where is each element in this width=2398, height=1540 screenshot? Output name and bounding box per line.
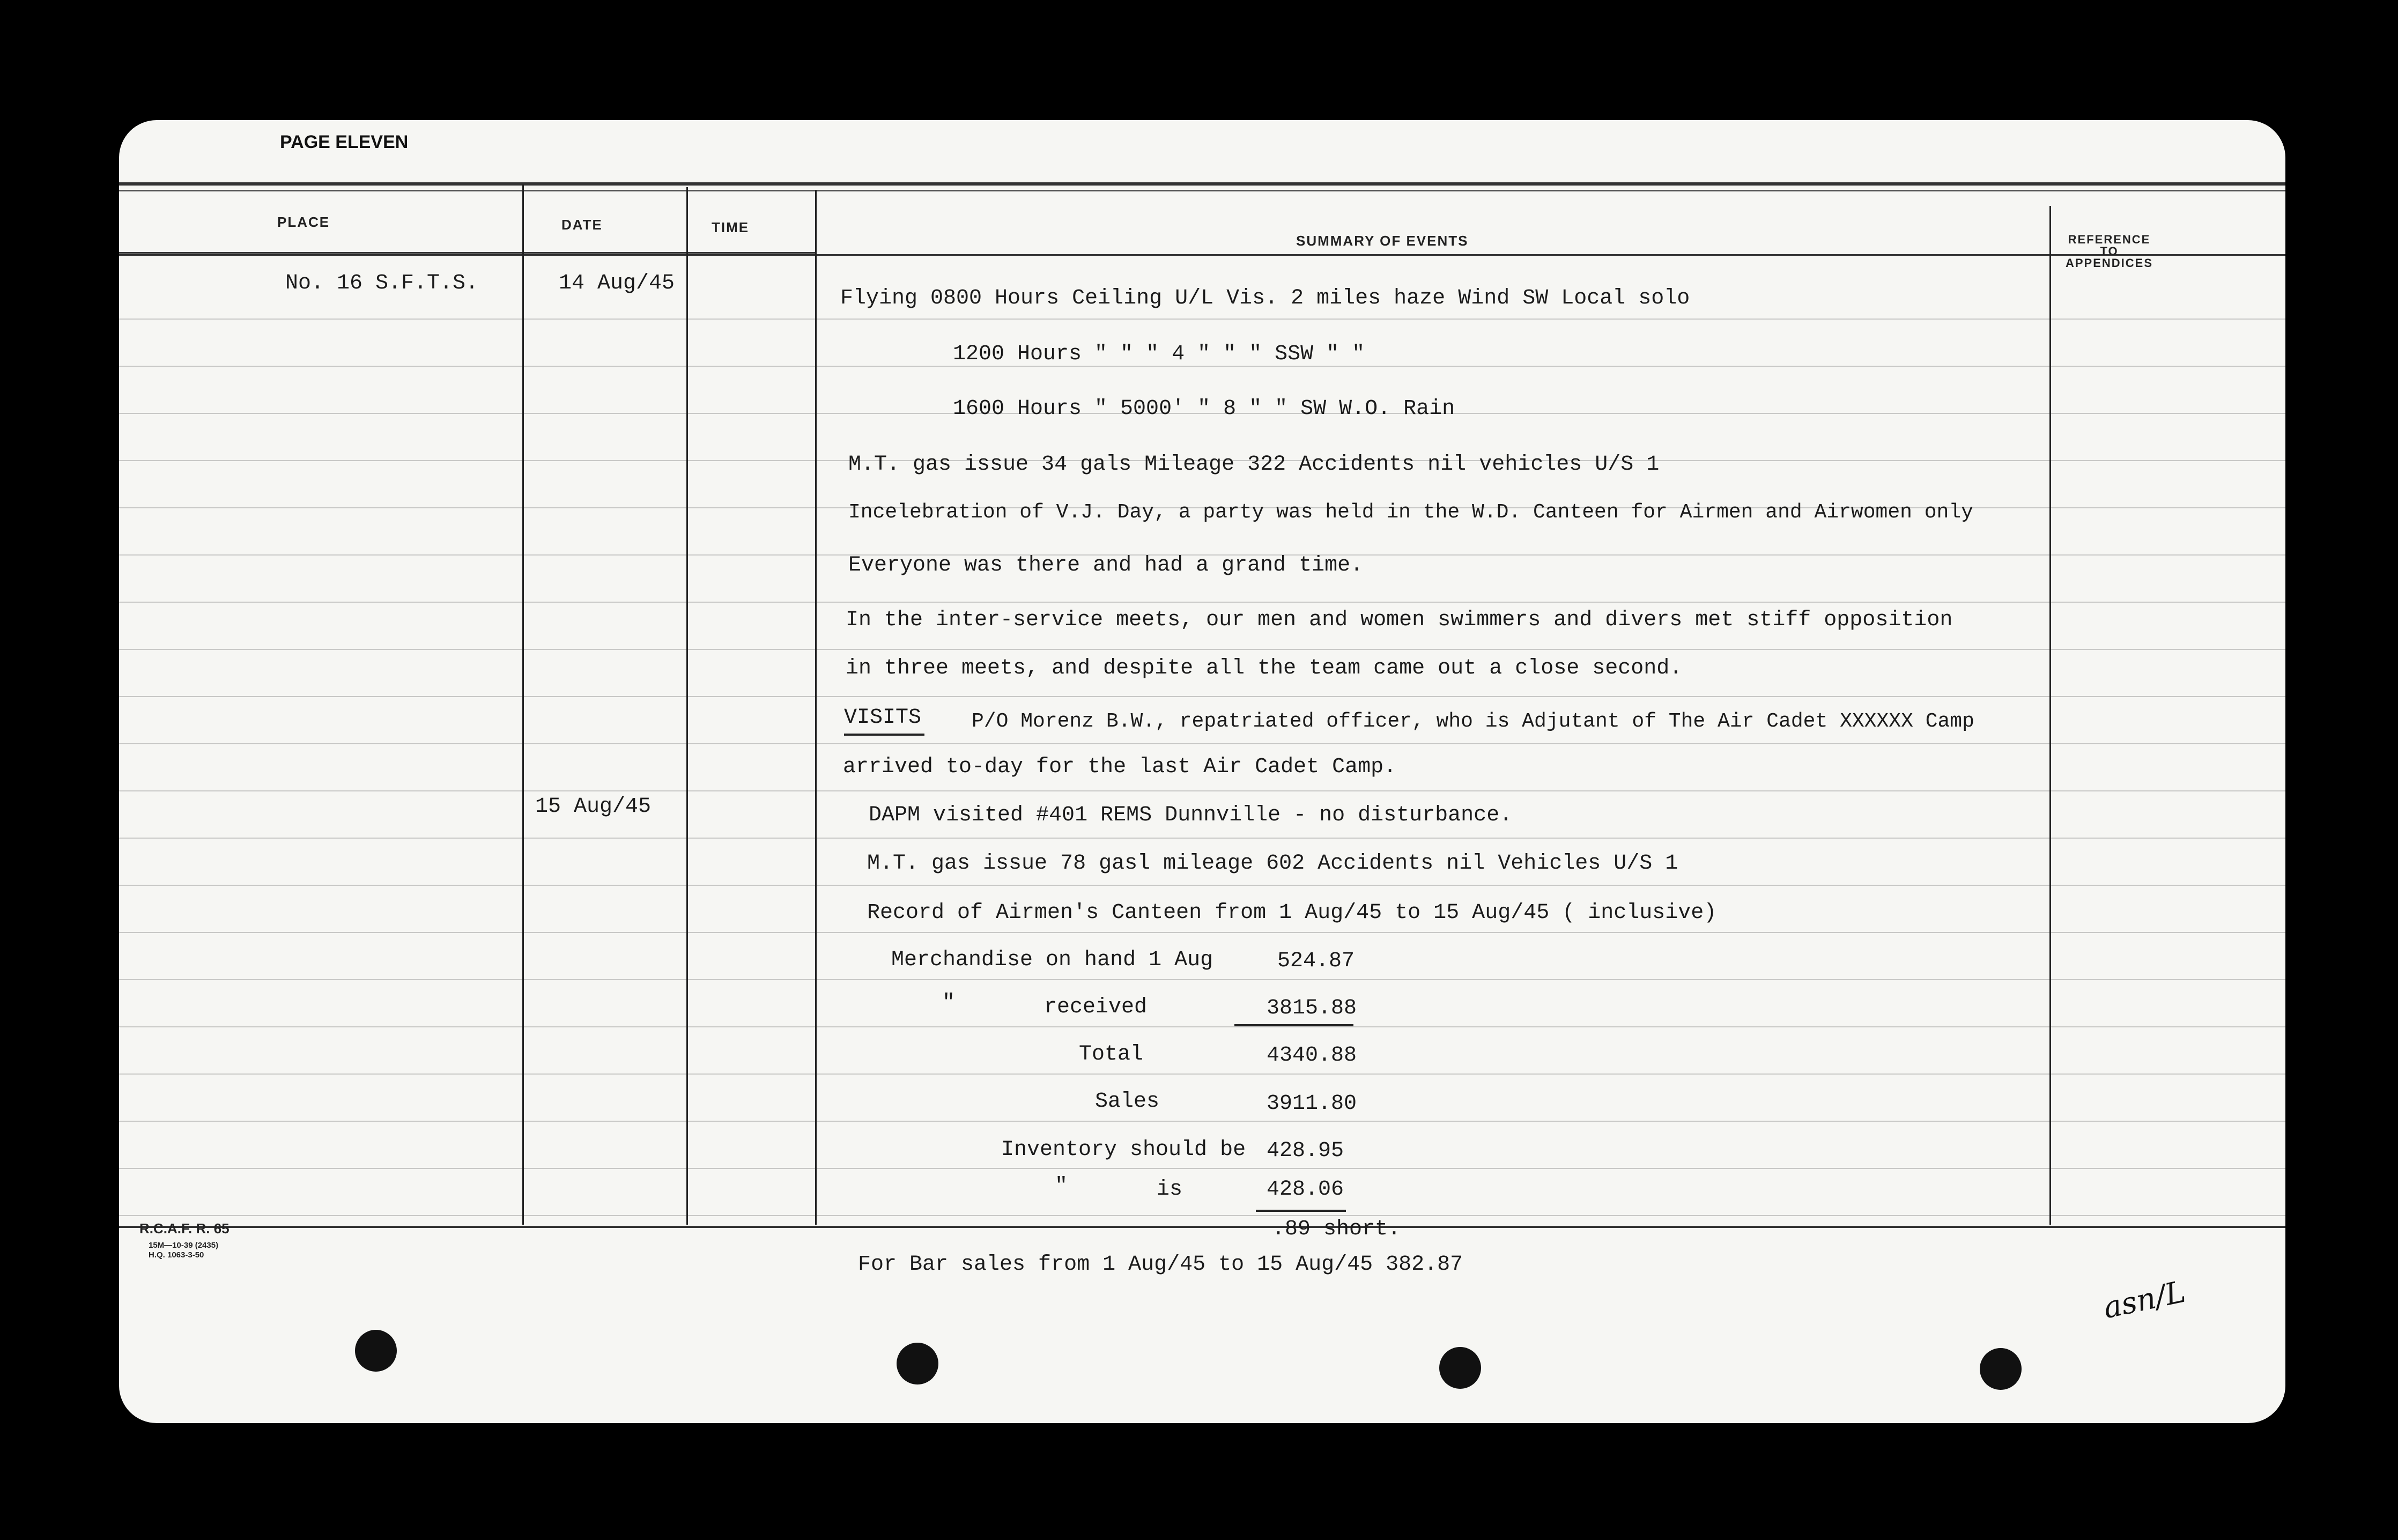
received-value: 3815.88	[1267, 996, 1357, 1020]
summary-line: arrived to-day for the last Air Cadet Camp.	[843, 755, 1397, 779]
summary-line: 1600 Hours " 5000' " 8 " " SW W.O. Rain	[953, 397, 1455, 421]
column-divider-summary	[2049, 206, 2051, 1225]
column-divider-date	[686, 187, 688, 1225]
date-15-aug: 15 Aug/45	[535, 795, 652, 819]
inventory-is-value: 428.06	[1267, 1178, 1344, 1202]
ruled-line	[119, 1215, 2285, 1216]
handwritten-initials: asn/L	[2100, 1274, 2189, 1326]
received-ditto: "	[942, 991, 956, 1015]
summary-line: Incelebration of V.J. Day, a party was held in the W.D. Canteen for Airmen and Airwomen only	[848, 501, 1973, 524]
inventory-should-value: 428.95	[1267, 1139, 1344, 1163]
ruled-line	[119, 743, 2285, 744]
punch-hole	[355, 1330, 397, 1372]
inventory-is-label: is	[1157, 1178, 1183, 1202]
header-top-rule	[119, 182, 2285, 186]
header-date: DATE	[561, 217, 603, 233]
ruled-line	[119, 696, 2285, 697]
punch-hole	[1439, 1347, 1481, 1389]
place-text: No. 16 S.F.T.S.	[285, 271, 479, 295]
merch-value: 524.87	[1277, 949, 1355, 973]
footer-rule	[119, 1226, 2285, 1228]
punch-hole	[897, 1343, 938, 1384]
document-card	[119, 120, 2285, 1423]
bar-sales-line: For Bar sales from 1 Aug/45 to 15 Aug/45 382.87	[858, 1253, 1463, 1277]
header-summary: SUMMARY OF EVENTS	[1296, 233, 1469, 249]
header-second-rule	[119, 190, 2285, 191]
header-place: PLACE	[277, 214, 330, 230]
summary-line: Flying 0800 Hours Ceiling U/L Vis. 2 miles haze Wind SW Local solo	[840, 286, 1690, 310]
visits-heading: VISITS	[844, 706, 922, 730]
header-bottom-rule	[119, 254, 2285, 256]
date-header-rule	[119, 252, 816, 254]
shortage-text: .89 short.	[1272, 1217, 1401, 1241]
sales-label: Sales	[1095, 1090, 1160, 1114]
punch-hole	[1980, 1348, 2022, 1390]
inventory-is-ditto: "	[1055, 1174, 1068, 1198]
ruled-line	[119, 1168, 2285, 1169]
summary-line: 1200 Hours " " " 4 " " " SSW " "	[953, 342, 1365, 366]
summary-line: M.T. gas issue 78 gasl mileage 602 Accidents nil Vehicles U/S 1	[867, 852, 1678, 876]
summary-line: M.T. gas issue 34 gals Mileage 322 Accidents nil vehicles U/S 1	[848, 453, 1660, 477]
form-number: R.C.A.F. R. 65	[139, 1220, 230, 1237]
summary-line: DAPM visited #401 REMS Dunnville - no disturbance.	[869, 803, 1513, 827]
merch-label: Merchandise on hand 1 Aug	[891, 948, 1213, 972]
column-divider-time	[815, 190, 817, 1225]
ruled-line	[119, 602, 2285, 603]
sales-value: 3911.80	[1267, 1092, 1357, 1116]
summary-line: in three meets, and despite all the team came out a close second.	[846, 656, 1683, 680]
received-label: received	[1044, 995, 1148, 1019]
print-info: 15M—10-39 (2435) H.Q. 1063-3-50	[149, 1241, 219, 1260]
ruled-line	[119, 932, 2285, 933]
visits-underline	[844, 734, 924, 736]
ruled-line	[119, 979, 2285, 980]
ruled-line	[119, 885, 2285, 886]
ruled-line	[119, 649, 2285, 650]
date-14-aug: 14 Aug/45	[559, 271, 675, 295]
summary-line: Everyone was there and had a grand time.	[848, 553, 1364, 578]
header-reference: REFERENCE TO APPENDICES	[2066, 233, 2153, 270]
subtotal-rule	[1234, 1024, 1353, 1026]
ruled-line	[119, 1026, 2285, 1027]
page-label: PAGE ELEVEN	[280, 132, 409, 152]
ruled-line	[119, 319, 2285, 320]
ruled-line	[119, 838, 2285, 839]
summary-line: In the inter-service meets, our men and women swimmers and divers met stiff opposition	[846, 608, 1953, 632]
column-divider-place	[522, 184, 524, 1225]
summary-line: Record of Airmen's Canteen from 1 Aug/45 to 15 Aug/45 ( inclusive)	[867, 901, 1717, 925]
header-time: TIME	[712, 219, 750, 235]
inventory-rule	[1256, 1210, 1346, 1212]
inventory-should-label: Inventory should be	[1001, 1138, 1246, 1162]
summary-line: P/O Morenz B.W., repatriated officer, who is Adjutant of The Air Cadet XXXXXX Camp	[972, 710, 1974, 733]
total-label: Total	[1079, 1042, 1144, 1067]
ruled-line	[119, 1073, 2285, 1075]
ruled-line	[119, 790, 2285, 791]
ruled-line	[119, 1121, 2285, 1122]
total-value: 4340.88	[1267, 1043, 1357, 1068]
